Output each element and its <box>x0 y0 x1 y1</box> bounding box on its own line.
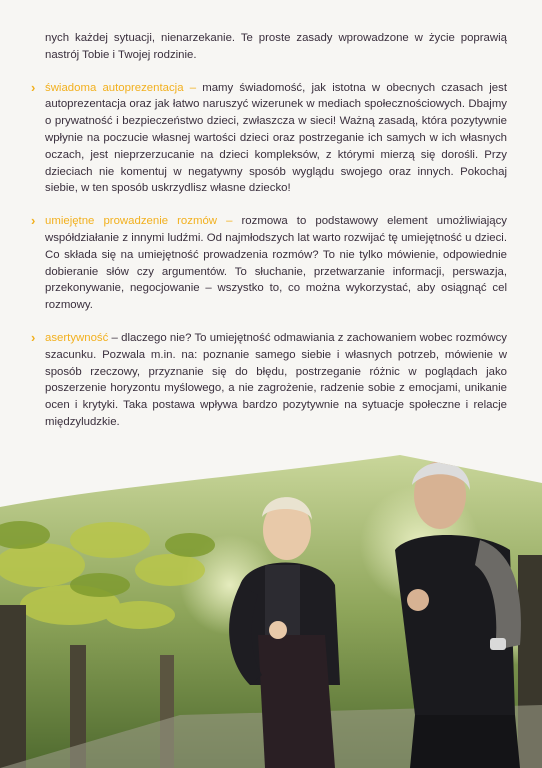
item-assertiveness <box>31 329 507 431</box>
chevron-right-icon: › <box>31 329 36 345</box>
intro-paragraph: nych każdej sytuacji, nienarzekanie. Te proste zasady wprowadzone w życie poprawią nastrój Tobie i Twojej rodzinie. <box>45 32 507 61</box>
item-title: umiejętne prowadzenie rozmów – <box>45 215 233 228</box>
item-text: – dlaczego nie? To umiejętność odmawiania z zachowaniem wobec rozmówcy szacunku. Pozwala m.in. na: poznanie samego siebie i własnych potrzeb, mówienie w sposób rzeczowy, przyznanie się do błędu, postrzeganie różnic w poglądach jako poszerzenie horyzontu myślowego, a nie zagrożenie, radzenie sobie z emocjami, unikanie ocen i krytyki. Taka postawa wpływa bardzo pozytywnie na sytuacje społeczne i relacje międzyludzkie. <box>45 331 507 428</box>
item-conversation <box>31 213 508 314</box>
item-text: rozmowa to podstawowy element umożliwiający współdziałanie z innymi ludźmi. Od najmłodszych lat warto rozwijać tę umiejętność u dzieci. Co składa się na umiejętność prowadzenia rozmów? To nie tylko mówienie, odpowiednie dobieranie słów czy argumentów. To słuchanie, przetwarzanie informacji, perswazja, przekonywanie, negocjowanie – wszystko to, co można wykorzystać, aby osiągnąć cel rozmowy. <box>45 215 508 312</box>
article-text <box>31 30 508 447</box>
item-self-presentation <box>31 79 507 198</box>
item-text: mamy świadomość, jak istotna w obecnych czasach jest autoprezentacja oraz jak łatwo naruszyć wizerunek w mediach społecznościowych. Dbajmy o prywatność i bezpieczeństwo dzieci, zwłaszcza w sieci! Ważną zasadą, która pozytywnie wpłynie na poczucie własnej wartości dzieci oraz postrzeganie ich samych w ich własnych oczach, jest nieprzerzucanie na dzieci kompleksów, z którymi mierzą się dorośli. Przy dzieciach nie komentuj w negatywny sposób wyglądu swojego oraz innych. Pokochaj siebie, w ten sposób uskrzydlisz własne dziecko! <box>45 81 507 195</box>
chevron-right-icon: › <box>31 213 36 229</box>
jogging-couple-photo <box>0 455 542 768</box>
item-title: świadoma autoprezentacja – <box>45 81 197 94</box>
chevron-right-icon: › <box>31 79 36 95</box>
item-title: asertywność <box>45 331 109 344</box>
